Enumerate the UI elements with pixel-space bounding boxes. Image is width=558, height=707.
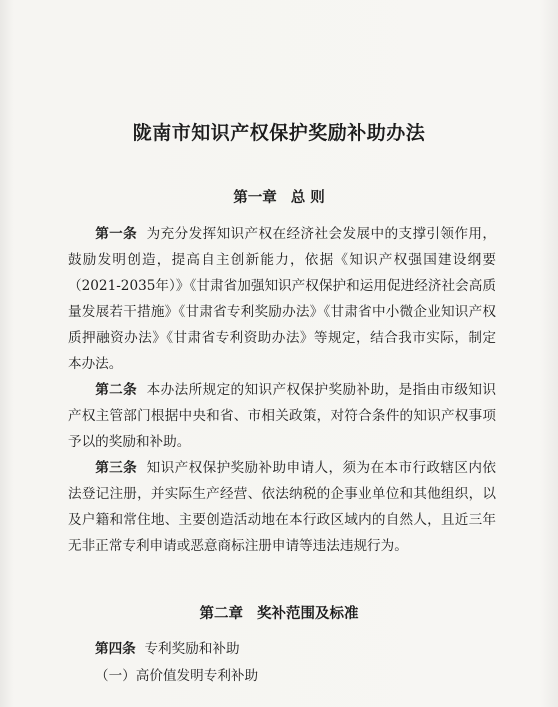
chapter-number: 第二章 [199, 606, 243, 622]
chapter-heading-2 [0, 602, 558, 623]
article-text: 为充分发挥知识产权在经济社会发展中的支撑引领作用，鼓励发明创造，提高自主创新能力，依据《知识产权强国建设纲要（2021-2035年）》《甘肃省加强知识产权保护和运用促进经济社会高质量发展若干措施》《甘肃省专利奖励办法》《甘肃省中小微企业知识产权质押融资办法》《甘肃省专利资助办法》等规定，结合我市实际，制定本办法。 [68, 226, 496, 372]
article-lead: 第四条 [95, 641, 136, 657]
article-3 [68, 455, 496, 559]
article-1 [68, 221, 496, 377]
article-4 [95, 636, 240, 662]
article-lead: 第一条 [95, 226, 138, 242]
article-text: 知识产权保护奖励补助申请人，须为在本市行政辖区内依法登记注册，并实际生产经营、依法纳税的企事业单位和其他组织，以及户籍和常住地、主要创造活动地在本行政区域内的自然人，且近三年无非正常专利申请或恶意商标注册申请等违法违规行为。 [68, 460, 496, 554]
chapter-number: 第一章 [233, 190, 277, 206]
article-text: 专利奖励和补助 [144, 641, 240, 657]
article-lead: 第三条 [95, 460, 138, 476]
article-lead: 第二条 [95, 382, 138, 398]
chapter-name: 总 则 [290, 190, 325, 206]
list-item-1: （一）高价值发明专利补助 [95, 668, 259, 684]
chapter-name: 奖补范围及标准 [257, 606, 359, 622]
article-2 [68, 377, 496, 455]
article-text: 本办法所规定的知识产权保护奖励补助，是指由市级知识产权主管部门根据中央和省、市相关政策，对符合条件的知识产权事项予以的奖励和补助。 [68, 382, 496, 450]
document-title: 陇南市知识产权保护奖励补助办法 [132, 122, 426, 144]
chapter-heading-1 [0, 186, 558, 207]
